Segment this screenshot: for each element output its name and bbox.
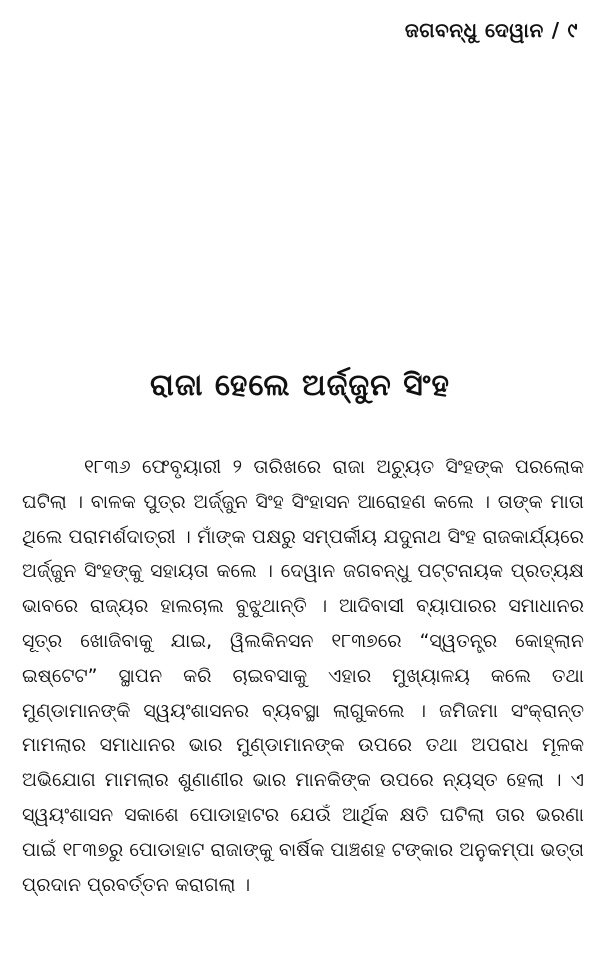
running-header (405, 18, 578, 42)
body-paragraph-text: ୧୮୩୬ ଫେବୃୟାରୀ ୨ ତାରିଖରେ ରାଜା ଅଚ୍ୟୁତ ସିଂହଙ୍କ ପରଲୋକ ଘଟିଲା । ବାଳକ ପୁତ୍ର ଅର୍ଜ୍ଜୁନ ସିଂହ ସିଂହାସନ ଆରୋହଣ କଲେ । ତାଙ୍କ ମାତା ଥିଲେ ପରାମର୍ଶଦାତ୍ରୀ । ମାଁଙ୍କ ପକ୍ଷରୁ ସମ୍ପର୍କୀୟ ଯଦୁନାଥ ସିଂହ ରାଜକାର୍ଯ୍ୟରେ ଅର୍ଜ୍ଜୁନ ସିଂହଙ୍କୁ ସହାୟତା କଲେ । ଦେୱାନ ଜଗବନ୍ଧୁ ପଟ୍ଟନାୟକ ପ୍ରତ୍ୟକ୍ଷ ଭାବରେ ରାଜ୍ୟର ହାଲଚାଲ ବୁଝୁଥାନ୍ତି । ଆଦିବାସୀ ବ୍ୟାପାରର ସମାଧାନର ସୂତ୍ର ଖୋଜିବାକୁ ଯାଇ, ୱିଲକିନସନ ୧୮୩୭ରେ “ସ୍ୱତନ୍ତ୍ର କୋହ୍ଲାନ ଇଷ୍ଟେଟ” ସ୍ଥାପନ କରି ଚାଇବସାକୁ ଏହାର ମୁଖ୍ୟାଳୟ କଲେ ତଥା ମୁଣ୍ଡାମାନଙ୍କି ସ୍ୱୟଂଶାସନର ବ୍ୟବସ୍ଥା ଲାଗୁକଲେ । ଜମିଜମା ସଂକ୍ରାନ୍ତ ମାମଲାର ସମାଧାନର ଭାର ମୁଣ୍ଡାମାନଙ୍କ ଉପରେ ତଥା ଅପରାଧ ମୂଳକ ଅଭିଯୋଗ ମାମଲାର ଶୁଣାଣୀର ଭାର ମାନକିଙ୍କ ଉପରେ ନ୍ୟସ୍ତ ହେଲା । ଏ ସ୍ୱୟଂଶାସନ ସକାଶେ ପୋଡାହାଟର ଯେଉଁ ଆର୍ଥିକ କ୍ଷତି ଘଟିଲା ତାର ଭରଣା ପାଇଁ ୧୮୩୭ରୁ ପୋଡାହାଟ ରାଜାଙ୍କୁ ବାର୍ଷିକ ପାଞ୍ଚଶହ ଟଙ୍କାର ଅନୁକମ୍ପା ଭତ୍ତା ପ୍ରଦାନ ପ୍ରବର୍ତ୍ତନ କରାଗଲା । (22, 456, 584, 896)
body-paragraph (22, 450, 584, 902)
book-title: ଜଗବନ୍ଧୁ ଦେୱାନ (404, 18, 544, 42)
chapter-title: ରାଜା ହେଲେ ଅର୍ଜ୍ଜୁନ ସିଂହ (150, 368, 450, 403)
page-number: ୯ (567, 18, 578, 42)
header-separator: / (551, 18, 560, 42)
